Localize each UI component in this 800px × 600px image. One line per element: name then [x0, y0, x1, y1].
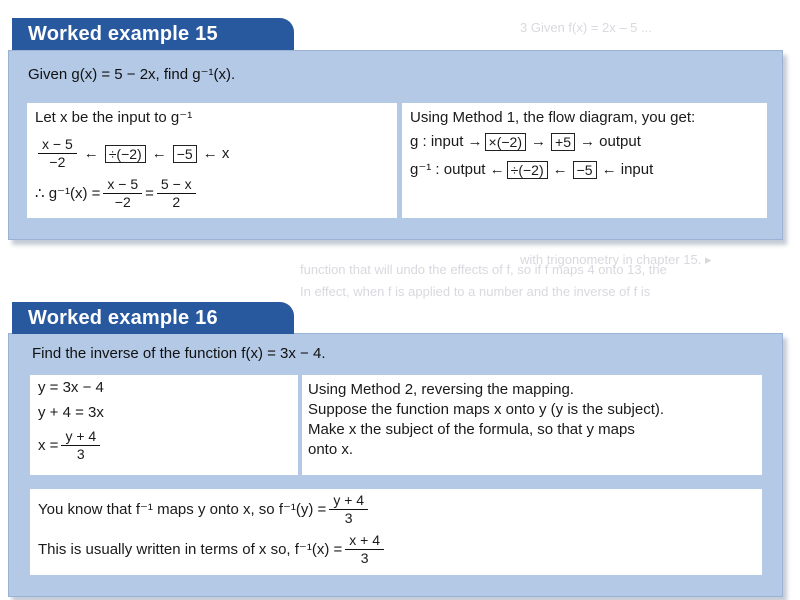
- ex16-working-box: [30, 375, 298, 475]
- ex16-method-line-1: Using Method 2, reversing the mapping.: [308, 381, 574, 398]
- ex15-op-minus: −5: [173, 145, 197, 163]
- worked-example-16-title: Worked example 16: [12, 302, 294, 334]
- ex15-result-fraction-1: $\frac{x - 5}{-2}$: [103, 177, 142, 211]
- ex16-conclusion-box: [30, 489, 762, 575]
- ex16-line-2: y + 4 = 3x: [38, 404, 104, 421]
- worked-example-15-question: Given g(x) = 5 − 2x, find g⁻¹(x).: [28, 66, 236, 83]
- ex15-intro: Let x be the input to g⁻¹: [35, 109, 193, 126]
- ex15-ginv-op-minus: −5: [573, 161, 597, 179]
- ex15-method-box: [402, 103, 767, 218]
- ex15-ginv-flow: g⁻¹ : output ← ÷(−2) ← −5 ← input: [410, 161, 654, 178]
- ex15-ginv-op-divide: ÷(−2): [507, 161, 548, 179]
- ex15-solution-box: [27, 103, 397, 218]
- show-through-text: function that will undo the effects of f, so if f maps 4 onto 13, the: [300, 262, 667, 277]
- show-through-text: 3 Given f(x) = 2x – 5 ...: [520, 20, 652, 35]
- ex15-g-flow: g : input → ×(−2) → +5 → output: [410, 133, 641, 150]
- ex15-g-op-plus: +5: [551, 133, 575, 151]
- ex15-flow-fraction: $\frac{x - 5}{-2}$: [38, 137, 77, 171]
- ex15-result-fraction-2: $\frac{5 - x}{2}$: [157, 177, 196, 211]
- ex15-op-divide: ÷(−2): [105, 145, 146, 163]
- ex15-g-op-multiply: ×(−2): [485, 133, 526, 151]
- ex15-flow-line: $\frac{x - 5}{-2}$ ← ÷(−2) ← −5 ← x: [35, 137, 229, 171]
- ex16-method-line-3: Make x the subject of the formula, so that y maps: [308, 421, 635, 438]
- ex16-conclusion-fraction-1: $\frac{y + 4}{3}$: [329, 493, 368, 527]
- ex16-line-3-fraction: $\frac{y + 4}{3}$: [61, 429, 100, 463]
- show-through-text: with trigonometry in chapter 15. ▸: [520, 252, 712, 267]
- ex16-conclusion-line-1: You know that f⁻¹ maps y onto x, so f⁻¹(y) = $\frac{y + 4}{3}$: [38, 493, 371, 527]
- ex15-method-intro: Using Method 1, the flow diagram, you get:: [410, 109, 696, 126]
- ex16-conclusion-line-2: This is usually written in terms of x so, f⁻¹(x) = $\frac{x + 4}{3}$: [38, 533, 387, 567]
- ex15-result-line: ∴ g⁻¹(x) = $\frac{x - 5}{-2}$ = $\frac{5 - x}{2}$: [35, 177, 199, 211]
- ex16-line-1: y = 3x − 4: [38, 379, 104, 396]
- ex16-conclusion-fraction-2: $\frac{x + 4}{3}$: [345, 533, 384, 567]
- worked-example-15-title: Worked example 15: [12, 18, 294, 50]
- ex16-method-box: [302, 375, 762, 475]
- ex16-line-3: x = $\frac{y + 4}{3}$: [38, 429, 103, 463]
- ex16-method-line-2: Suppose the function maps x onto y (y is the subject).: [308, 401, 665, 418]
- show-through-text: In effect, when f is applied to a number and the inverse of f is: [300, 284, 651, 299]
- ex16-method-line-4: onto x.: [308, 441, 354, 458]
- worked-example-16-question: Find the inverse of the function f(x) = 3x − 4.: [32, 345, 326, 362]
